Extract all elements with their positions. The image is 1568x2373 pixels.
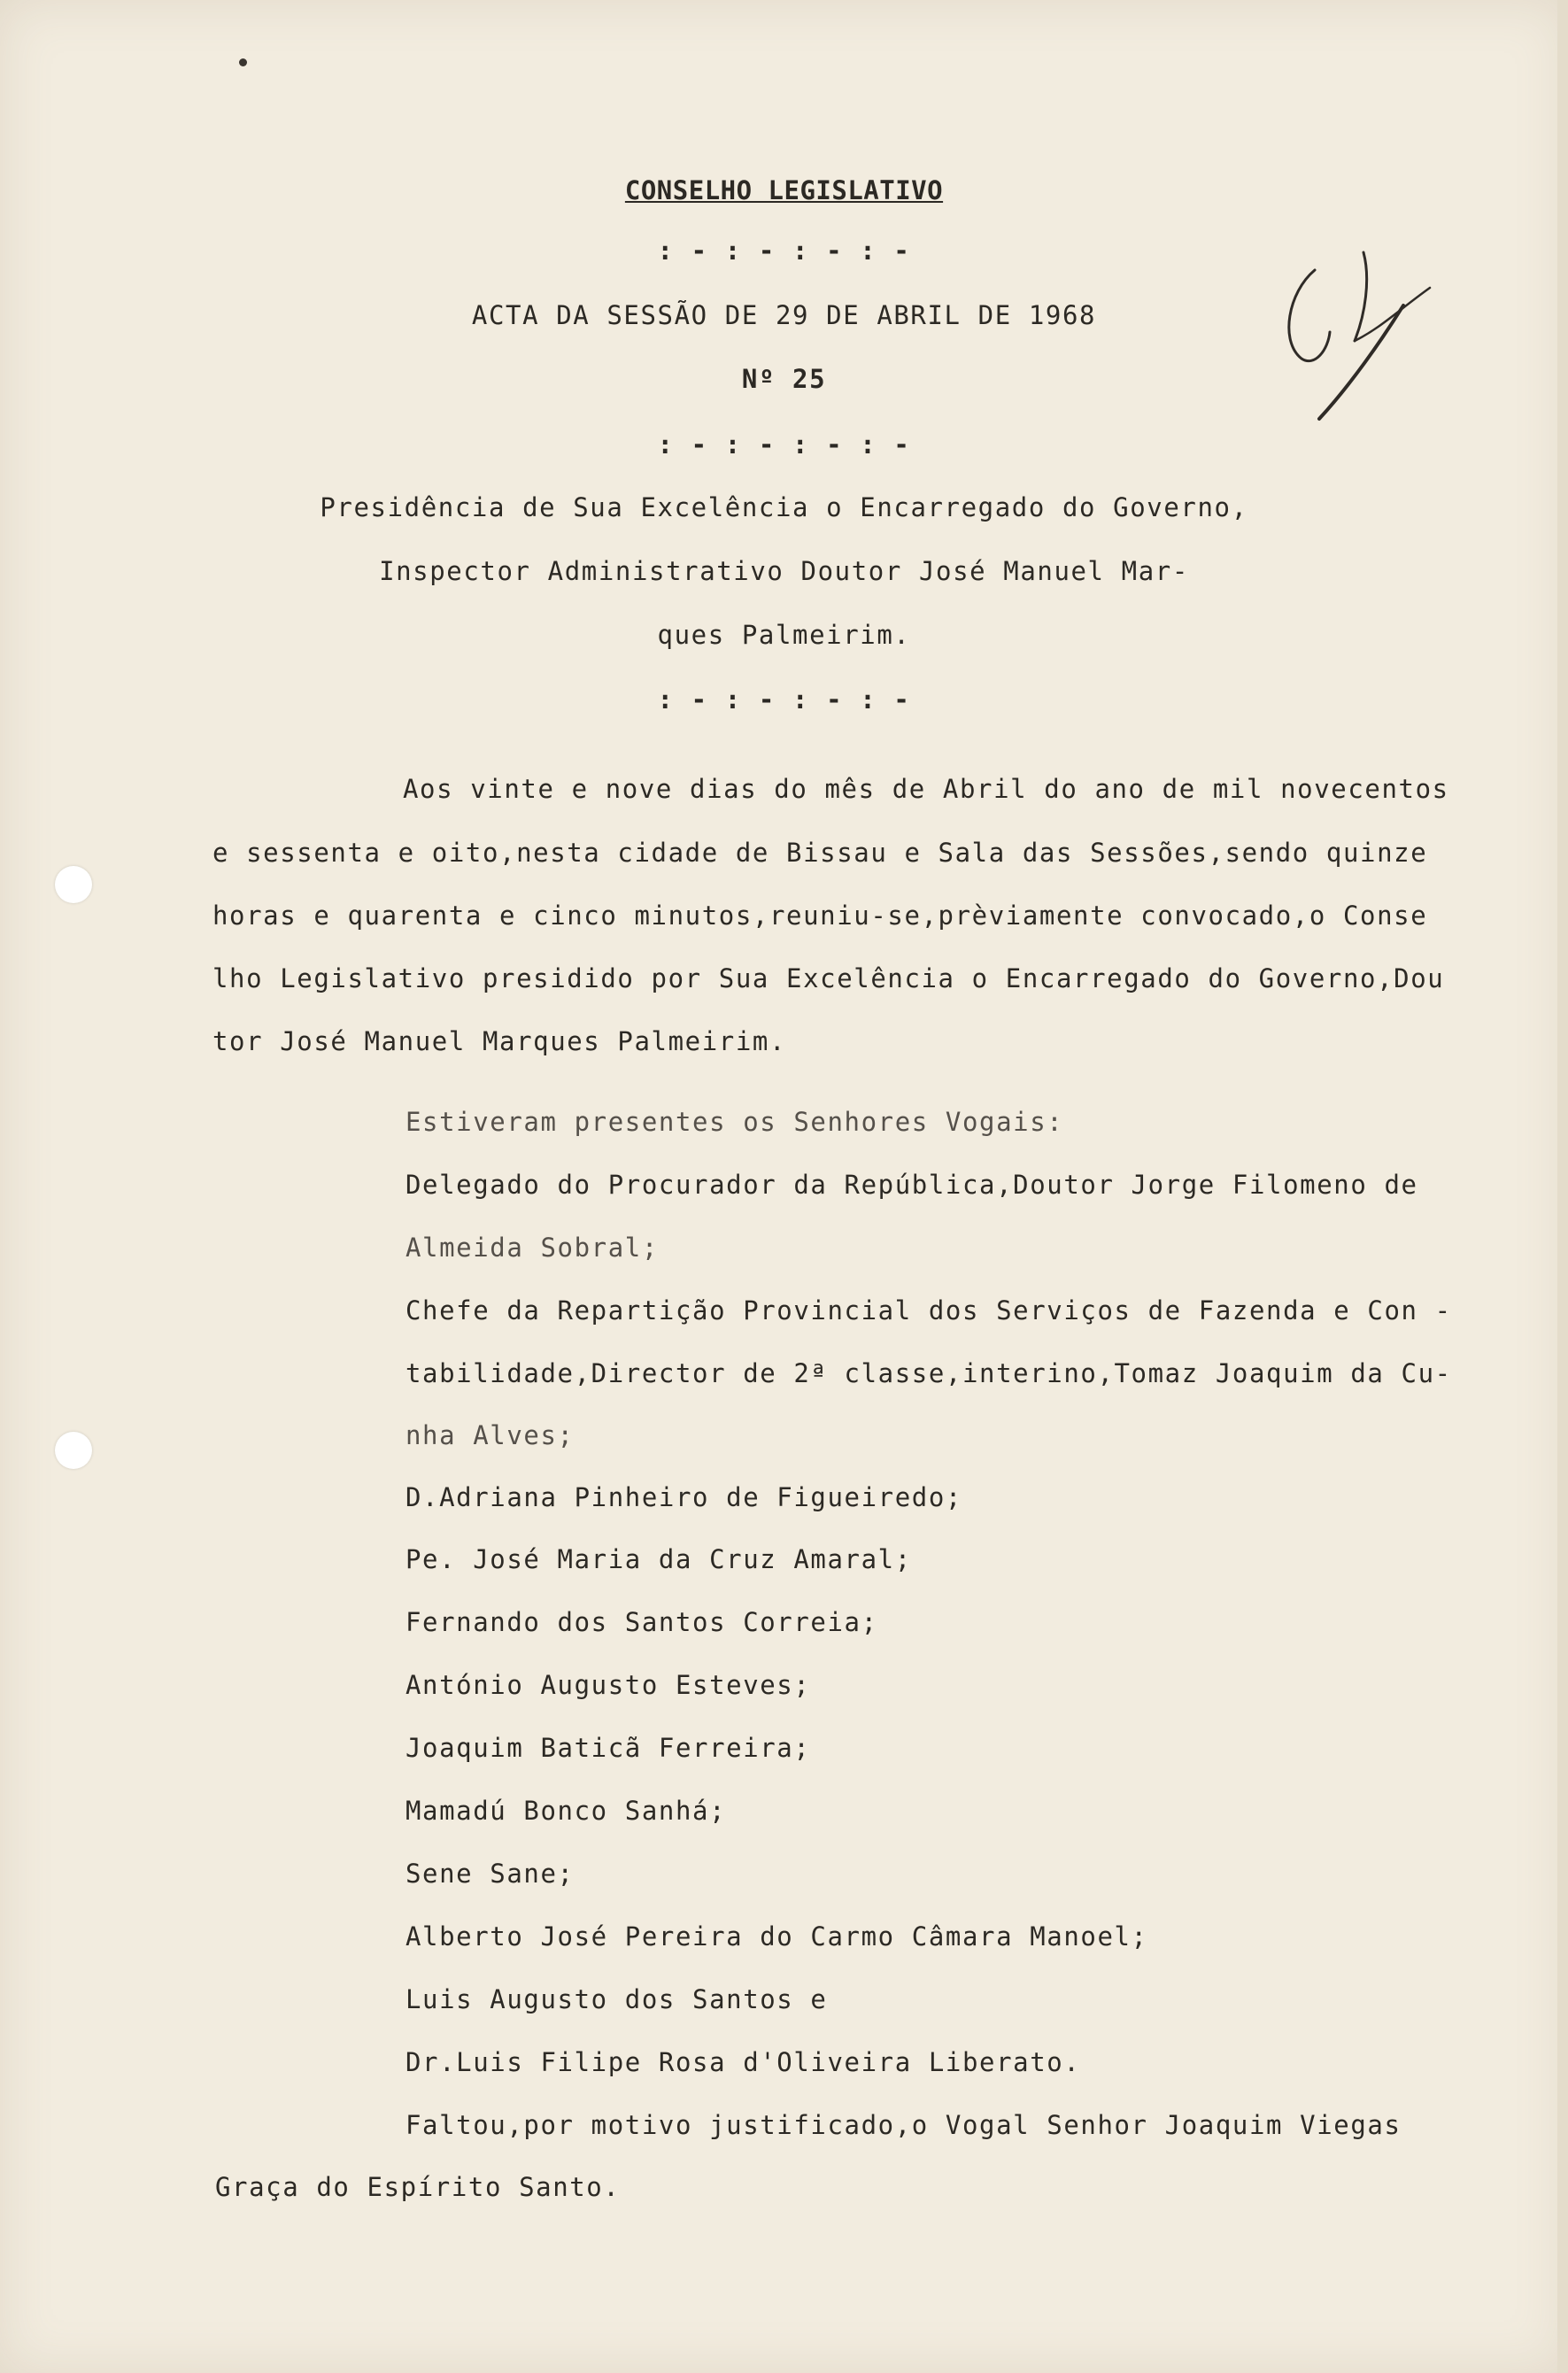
attendee-line: D.Adriana Pinheiro de Figueiredo; [406, 1482, 962, 1512]
presidency-line: Inspector Administrativo Doutor José Manuel Mar- [379, 556, 1189, 586]
attendee-line: Mamadú Bonco Sanhá; [406, 1796, 727, 1826]
session-number: Nº 25 [741, 364, 827, 394]
attendee-line: Joaquim Baticã Ferreira; [406, 1733, 811, 1763]
attendee-line: Fernando dos Santos Correia; [406, 1607, 878, 1637]
ink-speck [239, 58, 247, 66]
opening-line: lho Legislativo presidido por Sua Excelência o Encarregado do Governo,Dou [212, 963, 1445, 993]
attendee-line: Dr.Luis Filipe Rosa d'Oliveira Liberato. [406, 2047, 1081, 2077]
absence-line: Graça do Espírito Santo. [215, 2172, 621, 2202]
attendee-line: António Augusto Esteves; [406, 1670, 811, 1700]
attendee-line: Almeida Sobral; [406, 1233, 659, 1263]
attendee-line: nha Alves; [406, 1420, 575, 1450]
session-title: ACTA DA SESSÃO DE 29 DE ABRIL DE 1968 [471, 300, 1097, 330]
attendee-line: Pe. José Maria da Cruz Amaral; [406, 1544, 912, 1574]
separator: : - : - : - : - [657, 236, 911, 266]
handwritten-initials-icon [1266, 243, 1443, 429]
attendee-line: Alberto José Pereira do Carmo Câmara Manoel; [406, 1921, 1148, 1952]
punch-hole [55, 866, 92, 903]
punch-hole [55, 1432, 92, 1469]
attendee-line: Chefe da Repartição Provincial dos Serviços de Fazenda e Con - [406, 1295, 1452, 1326]
separator: : - : - : - : - [657, 429, 911, 460]
document-heading: CONSELHO LEGISLATIVO [624, 175, 944, 205]
separator: : - : - : - : - [657, 684, 911, 715]
attendee-line: tabilidade,Director de 2ª classe,interino,Tomaz Joaquim da Cu- [406, 1358, 1452, 1388]
attendee-line: Delegado do Procurador da República,Doutor Jorge Filomeno de [406, 1170, 1418, 1200]
attendee-line: Sene Sane; [406, 1859, 575, 1889]
absence-line: Faltou,por motivo justificado,o Vogal Senhor Joaquim Viegas [406, 2110, 1402, 2140]
attendance-intro: Estiveram presentes os Senhores Vogais: [406, 1107, 1064, 1137]
presidency-line: ques Palmeirim. [657, 620, 911, 650]
opening-line: e sessenta e oito,nesta cidade de Bissau e Sala das Sessões,sendo quinze [212, 838, 1428, 868]
attendee-line: Luis Augusto dos Santos e [406, 1984, 828, 2014]
presidency-line: Presidência de Sua Excelência o Encarregado do Governo, [320, 492, 1248, 522]
opening-line: horas e quarenta e cinco minutos,reuniu-se,prèviamente convocado,o Conse [212, 901, 1428, 931]
opening-line: Aos vinte e nove dias do mês de Abril do ano de mil novecentos [403, 774, 1449, 804]
page-edge [1557, 0, 1568, 2373]
opening-line: tor José Manuel Marques Palmeirim. [212, 1026, 787, 1056]
